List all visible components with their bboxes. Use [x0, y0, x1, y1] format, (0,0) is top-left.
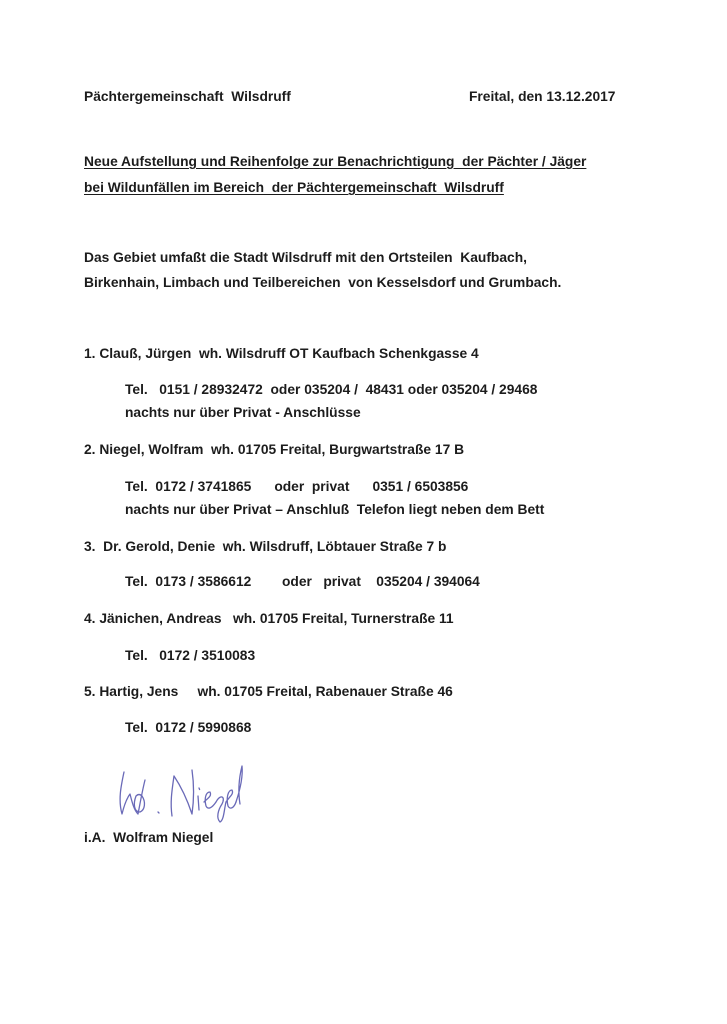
- contact-note-1: nachts nur über Privat - Anschlüsse: [125, 405, 361, 420]
- contact-phone-4: Tel. 0172 / 3510083: [125, 648, 256, 663]
- contact-entry-1: 1. Clauß, Jürgen wh. Wilsdruff OT Kaufbach Schenkgasse 4: [84, 346, 479, 361]
- document-title-line-2: bei Wildunfällen im Bereich der Pächtergemeinschaft Wilsdruff: [84, 180, 504, 195]
- contact-phone-3: Tel. 0173 / 3586612 oder privat 035204 / 394064: [125, 574, 480, 589]
- organization-name: Pächtergemeinschaft Wilsdruff: [84, 89, 291, 104]
- contact-phone-1: Tel. 0151 / 28932472 oder 035204 / 48431 oder 035204 / 29468: [125, 382, 538, 397]
- contact-entry-3: 3. Dr. Gerold, Denie wh. Wilsdruff, Löbtauer Straße 7 b: [84, 539, 447, 554]
- area-description-line-2: Birkenhain, Limbach und Teilbereichen von Kesselsdorf und Grumbach.: [84, 275, 562, 290]
- contact-entry-4: 4. Jänichen, Andreas wh. 01705 Freital, Turnerstraße 11: [84, 611, 454, 626]
- contact-phone-2: Tel. 0172 / 3741865 oder privat 0351 / 6503856: [125, 479, 469, 494]
- document-title-line-1: Neue Aufstellung und Reihenfolge zur Benachrichtigung der Pächter / Jäger: [84, 154, 587, 169]
- place-date: Freital, den 13.12.2017: [469, 89, 616, 104]
- contact-entry-5: 5. Hartig, Jens wh. 01705 Freital, Rabenauer Straße 46: [84, 684, 453, 699]
- contact-phone-5: Tel. 0172 / 5990868: [125, 720, 252, 735]
- handwritten-signature: [112, 762, 247, 824]
- signature-closing: i.A. Wolfram Niegel: [84, 830, 214, 845]
- area-description-line-1: Das Gebiet umfaßt die Stadt Wilsdruff mit den Ortsteilen Kaufbach,: [84, 250, 527, 265]
- contact-note-2: nachts nur über Privat – Anschluß Telefon liegt neben dem Bett: [125, 502, 545, 517]
- contact-entry-2: 2. Niegel, Wolfram wh. 01705 Freital, Burgwartstraße 17 B: [84, 442, 465, 457]
